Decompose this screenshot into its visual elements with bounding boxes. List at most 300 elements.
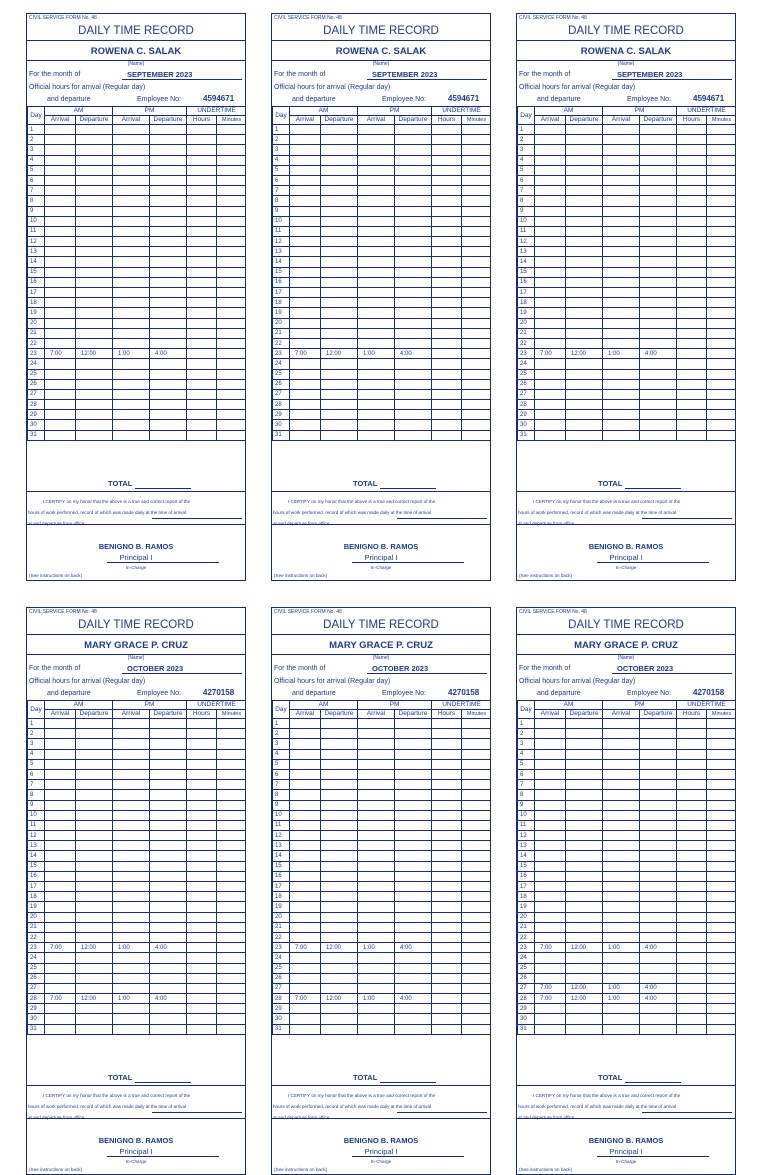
undertime-hours-cell [432, 196, 462, 206]
time-cell [321, 922, 358, 932]
time-cell [76, 932, 113, 942]
time-cell [640, 1024, 677, 1034]
time-cell [150, 983, 187, 993]
day-cell: 31 [273, 430, 290, 440]
undertime-minutes-cell [707, 277, 737, 287]
day-cell: 21 [518, 328, 535, 338]
time-cell [45, 226, 76, 236]
undertime-hours-cell [187, 902, 217, 912]
undertime-hours-cell [677, 831, 707, 841]
am-departure-cell: 12:00 [76, 943, 113, 953]
table-row [518, 328, 737, 338]
undertime-minutes-cell [217, 349, 247, 359]
time-cell [603, 882, 640, 892]
table-row [273, 871, 492, 881]
time-cell [535, 288, 566, 298]
table-header-row [28, 107, 247, 116]
table-row [273, 135, 492, 145]
undertime-minutes-cell [707, 196, 737, 206]
undertime-header: UNDERTIME [432, 701, 492, 710]
time-cell [76, 328, 113, 338]
table-row [273, 994, 492, 1004]
time-cell [566, 719, 603, 729]
day-cell: 24 [273, 953, 290, 963]
table-row [518, 298, 737, 308]
time-cell [45, 1004, 76, 1014]
time-cell [113, 359, 150, 369]
time-cell [150, 841, 187, 851]
time-cell [640, 410, 677, 420]
time-cell [358, 902, 395, 912]
time-cell [358, 861, 395, 871]
time-cell [603, 892, 640, 902]
time-cell [566, 871, 603, 881]
time-cell [113, 206, 150, 216]
table-row [273, 267, 492, 277]
time-cell [535, 145, 566, 155]
table-row [518, 216, 737, 226]
pm-departure-cell: 4:00 [395, 349, 432, 359]
undertime-minutes-header: Minutes [217, 710, 247, 719]
in-charge-label: In-Charge [125, 1159, 147, 1164]
undertime-minutes-cell [217, 400, 247, 410]
undertime-minutes-cell [217, 759, 247, 769]
time-cell [535, 125, 566, 135]
time-cell [76, 963, 113, 973]
table-row [518, 749, 737, 759]
name-caption: (Name) [127, 655, 145, 661]
time-cell [535, 841, 566, 851]
undertime-hours-cell [187, 871, 217, 881]
time-cell [603, 759, 640, 769]
day-cell: 22 [273, 932, 290, 942]
time-cell [535, 1024, 566, 1034]
time-cell [358, 430, 395, 440]
undertime-minutes-cell [462, 175, 492, 185]
day-cell: 10 [28, 810, 45, 820]
day-cell: 22 [518, 338, 535, 348]
time-cell [76, 780, 113, 790]
time-cell [603, 145, 640, 155]
time-cell [45, 410, 76, 420]
time-cell [603, 257, 640, 267]
undertime-hours-cell [187, 790, 217, 800]
undertime-hours-cell [432, 288, 462, 298]
divider [27, 634, 245, 635]
time-cell [321, 749, 358, 759]
undertime-minutes-cell [462, 749, 492, 759]
am-arrival-cell: 7:00 [45, 943, 76, 953]
day-cell: 13 [273, 841, 290, 851]
time-cell [321, 165, 358, 175]
time-cell [358, 165, 395, 175]
officer-name: BENIGNO B. RAMOS [98, 1136, 174, 1145]
undertime-minutes-cell [462, 288, 492, 298]
undertime-hours-cell [432, 135, 462, 145]
certification-line: at and departure from office. [273, 1115, 331, 1120]
time-cell [76, 400, 113, 410]
time-cell [640, 165, 677, 175]
form-title: DAILY TIME RECORD [78, 25, 194, 37]
day-cell: 31 [273, 1024, 290, 1034]
time-cell [45, 820, 76, 830]
day-cell: 12 [28, 237, 45, 247]
day-cell: 7 [28, 780, 45, 790]
time-cell [76, 1014, 113, 1024]
time-cell [535, 155, 566, 165]
day-cell: 15 [518, 861, 535, 871]
time-cell [358, 1024, 395, 1034]
time-cell [290, 267, 321, 277]
time-cell [45, 749, 76, 759]
divider [272, 1085, 490, 1086]
undertime-minutes-cell [217, 328, 247, 338]
table-row [518, 882, 737, 892]
table-row [28, 922, 247, 932]
officer-name: BENIGNO B. RAMOS [343, 1136, 419, 1145]
table-row [28, 145, 247, 155]
undertime-header: UNDERTIME [677, 107, 737, 116]
day-cell: 11 [28, 226, 45, 236]
table-row [28, 790, 247, 800]
undertime-minutes-header: Minutes [462, 710, 492, 719]
undertime-hours-cell [187, 359, 217, 369]
time-cell [45, 165, 76, 175]
time-cell [640, 298, 677, 308]
officer-name: BENIGNO B. RAMOS [343, 542, 419, 551]
time-cell [76, 298, 113, 308]
employee-signature-line [152, 1112, 242, 1113]
time-cell [603, 780, 640, 790]
table-row [518, 410, 737, 420]
undertime-minutes-cell [462, 328, 492, 338]
undertime-hours-cell [187, 247, 217, 257]
time-cell [76, 430, 113, 440]
day-cell: 14 [518, 851, 535, 861]
time-record-table [272, 700, 491, 1035]
am-departure-cell: 12:00 [566, 994, 603, 1004]
am-header: AM [290, 107, 358, 116]
table-row [518, 1024, 737, 1034]
pm-arrival-cell: 1:00 [603, 994, 640, 1004]
pm-arrival-cell: 1:00 [358, 994, 395, 1004]
time-cell [76, 267, 113, 277]
time-cell [603, 420, 640, 430]
day-cell: 4 [518, 155, 535, 165]
table-row [273, 400, 492, 410]
time-cell [566, 922, 603, 932]
divider [272, 1118, 490, 1119]
undertime-hours-cell [187, 379, 217, 389]
day-cell: 26 [273, 379, 290, 389]
day-cell: 20 [273, 318, 290, 328]
officer-signature-line [107, 562, 219, 563]
undertime-hours-cell [677, 400, 707, 410]
time-cell [358, 953, 395, 963]
undertime-hours-cell [187, 882, 217, 892]
time-cell [566, 820, 603, 830]
certification-line: at and departure from office. [273, 521, 331, 526]
undertime-minutes-cell [217, 1014, 247, 1024]
time-cell [45, 759, 76, 769]
time-cell [113, 135, 150, 145]
time-cell [535, 1014, 566, 1024]
undertime-minutes-cell [707, 318, 737, 328]
pm-departure-cell: 4:00 [150, 349, 187, 359]
time-cell [150, 369, 187, 379]
time-cell [45, 420, 76, 430]
time-cell [603, 400, 640, 410]
time-cell [395, 790, 432, 800]
pm-arrival-header: Arrival [358, 710, 395, 719]
time-cell [150, 820, 187, 830]
time-cell [321, 125, 358, 135]
time-cell [640, 155, 677, 165]
table-row [518, 932, 737, 942]
time-cell [395, 1004, 432, 1014]
day-cell: 10 [273, 810, 290, 820]
time-cell [603, 749, 640, 759]
undertime-minutes-cell [707, 175, 737, 185]
time-cell [603, 841, 640, 851]
table-row [273, 841, 492, 851]
time-cell [566, 155, 603, 165]
table-subheader-row [273, 116, 492, 125]
time-cell [566, 420, 603, 430]
undertime-hours-cell [677, 963, 707, 973]
time-cell [603, 430, 640, 440]
time-cell [358, 1004, 395, 1014]
time-cell [150, 359, 187, 369]
day-cell: 16 [28, 871, 45, 881]
undertime-minutes-cell [217, 953, 247, 963]
time-cell [113, 389, 150, 399]
undertime-minutes-header: Minutes [217, 116, 247, 125]
table-row [28, 871, 247, 881]
table-row [518, 820, 737, 830]
am-arrival-header: Arrival [535, 116, 566, 125]
time-cell [113, 719, 150, 729]
undertime-hours-cell [187, 410, 217, 420]
time-cell [321, 277, 358, 287]
undertime-hours-cell [677, 851, 707, 861]
time-cell [535, 719, 566, 729]
pm-departure-header: Departure [150, 116, 187, 125]
undertime-hours-cell [677, 308, 707, 318]
undertime-hours-cell [432, 810, 462, 820]
pm-departure-cell: 4:00 [640, 943, 677, 953]
day-cell: 31 [28, 430, 45, 440]
time-cell [640, 851, 677, 861]
time-cell [150, 790, 187, 800]
certification-line: hours of work performed, record of which was made daily at the time of arrival [273, 1104, 432, 1109]
time-cell [45, 882, 76, 892]
time-cell [358, 769, 395, 779]
time-cell [45, 810, 76, 820]
time-cell [535, 810, 566, 820]
table-row [273, 719, 492, 729]
time-cell [321, 861, 358, 871]
undertime-hours-cell [187, 165, 217, 175]
time-cell [358, 308, 395, 318]
time-cell [395, 328, 432, 338]
time-cell [566, 932, 603, 942]
undertime-hours-cell [187, 206, 217, 216]
day-cell: 3 [273, 739, 290, 749]
time-cell [358, 739, 395, 749]
am-departure-header: Departure [76, 710, 113, 719]
day-header: Day [518, 107, 535, 125]
time-cell [566, 135, 603, 145]
undertime-hours-cell [677, 369, 707, 379]
day-cell: 10 [28, 216, 45, 226]
month-value: SEPTEMBER 2023 [127, 70, 193, 79]
time-cell [640, 226, 677, 236]
time-cell [290, 135, 321, 145]
table-row [273, 882, 492, 892]
time-cell [290, 369, 321, 379]
time-cell [395, 267, 432, 277]
time-cell [603, 267, 640, 277]
time-cell [113, 165, 150, 175]
undertime-minutes-cell [707, 739, 737, 749]
undertime-hours-cell [432, 882, 462, 892]
day-cell: 17 [518, 288, 535, 298]
table-row [28, 410, 247, 420]
time-cell [395, 841, 432, 851]
time-cell [566, 379, 603, 389]
time-cell [603, 379, 640, 389]
day-cell: 19 [28, 308, 45, 318]
time-cell [640, 257, 677, 267]
table-row [273, 308, 492, 318]
time-cell [290, 729, 321, 739]
table-row [273, 851, 492, 861]
day-cell: 12 [518, 831, 535, 841]
undertime-hours-cell [187, 389, 217, 399]
time-cell [76, 288, 113, 298]
table-row [518, 729, 737, 739]
time-cell [566, 400, 603, 410]
undertime-hours-cell [432, 308, 462, 318]
time-cell [150, 882, 187, 892]
time-cell [395, 810, 432, 820]
day-cell: 1 [273, 125, 290, 135]
undertime-minutes-cell [707, 882, 737, 892]
day-cell: 24 [518, 953, 535, 963]
time-cell [535, 780, 566, 790]
time-cell [113, 1024, 150, 1034]
time-cell [358, 338, 395, 348]
time-cell [566, 359, 603, 369]
time-cell [358, 780, 395, 790]
table-row [28, 983, 247, 993]
time-cell [113, 288, 150, 298]
undertime-hours-cell [677, 953, 707, 963]
day-header: Day [28, 701, 45, 719]
time-cell [395, 953, 432, 963]
undertime-minutes-cell [462, 400, 492, 410]
time-cell [358, 135, 395, 145]
time-cell [150, 739, 187, 749]
table-row [273, 349, 492, 359]
time-cell [603, 851, 640, 861]
table-row [273, 749, 492, 759]
time-cell [566, 257, 603, 267]
time-cell [150, 175, 187, 185]
time-cell [395, 729, 432, 739]
time-cell [640, 912, 677, 922]
time-cell [395, 145, 432, 155]
table-row [273, 739, 492, 749]
undertime-minutes-cell [462, 994, 492, 1004]
undertime-minutes-cell [462, 165, 492, 175]
undertime-minutes-cell [462, 719, 492, 729]
time-record-table [517, 700, 736, 1035]
undertime-minutes-cell [707, 338, 737, 348]
time-cell [321, 369, 358, 379]
undertime-hours-header: Hours [432, 116, 462, 125]
undertime-hours-cell [187, 277, 217, 287]
time-cell [45, 318, 76, 328]
table-row [518, 983, 737, 993]
certification-line: at and departure from office. [518, 521, 576, 526]
undertime-minutes-cell [462, 831, 492, 841]
table-row [28, 912, 247, 922]
day-cell: 25 [28, 369, 45, 379]
undertime-hours-cell [432, 328, 462, 338]
day-cell: 7 [273, 186, 290, 196]
divider [517, 40, 735, 41]
undertime-minutes-cell [217, 800, 247, 810]
time-cell [113, 1004, 150, 1014]
time-cell [535, 739, 566, 749]
time-cell [358, 216, 395, 226]
form-number: CIVIL SERVICE FORM No. 48 [519, 15, 587, 21]
time-cell [640, 882, 677, 892]
table-row [273, 953, 492, 963]
undertime-hours-cell [432, 892, 462, 902]
undertime-minutes-cell [217, 196, 247, 206]
undertime-hours-cell [432, 790, 462, 800]
time-cell [45, 841, 76, 851]
day-cell: 1 [518, 719, 535, 729]
time-cell [358, 175, 395, 185]
pm-departure-cell: 4:00 [640, 983, 677, 993]
time-cell [45, 379, 76, 389]
table-row [518, 379, 737, 389]
day-cell: 31 [518, 1024, 535, 1034]
am-arrival-cell: 7:00 [45, 994, 76, 1004]
undertime-hours-cell [677, 943, 707, 953]
day-cell: 9 [28, 800, 45, 810]
day-cell: 28 [28, 994, 45, 1004]
undertime-hours-cell [677, 379, 707, 389]
time-cell [321, 902, 358, 912]
time-cell [321, 800, 358, 810]
undertime-hours-cell [432, 400, 462, 410]
time-cell [640, 308, 677, 318]
day-cell: 30 [273, 1014, 290, 1024]
time-cell [290, 379, 321, 389]
time-cell [395, 226, 432, 236]
time-cell [395, 298, 432, 308]
time-cell [150, 922, 187, 932]
undertime-hours-cell [677, 175, 707, 185]
undertime-minutes-cell [462, 820, 492, 830]
time-cell [321, 719, 358, 729]
time-cell [603, 831, 640, 841]
